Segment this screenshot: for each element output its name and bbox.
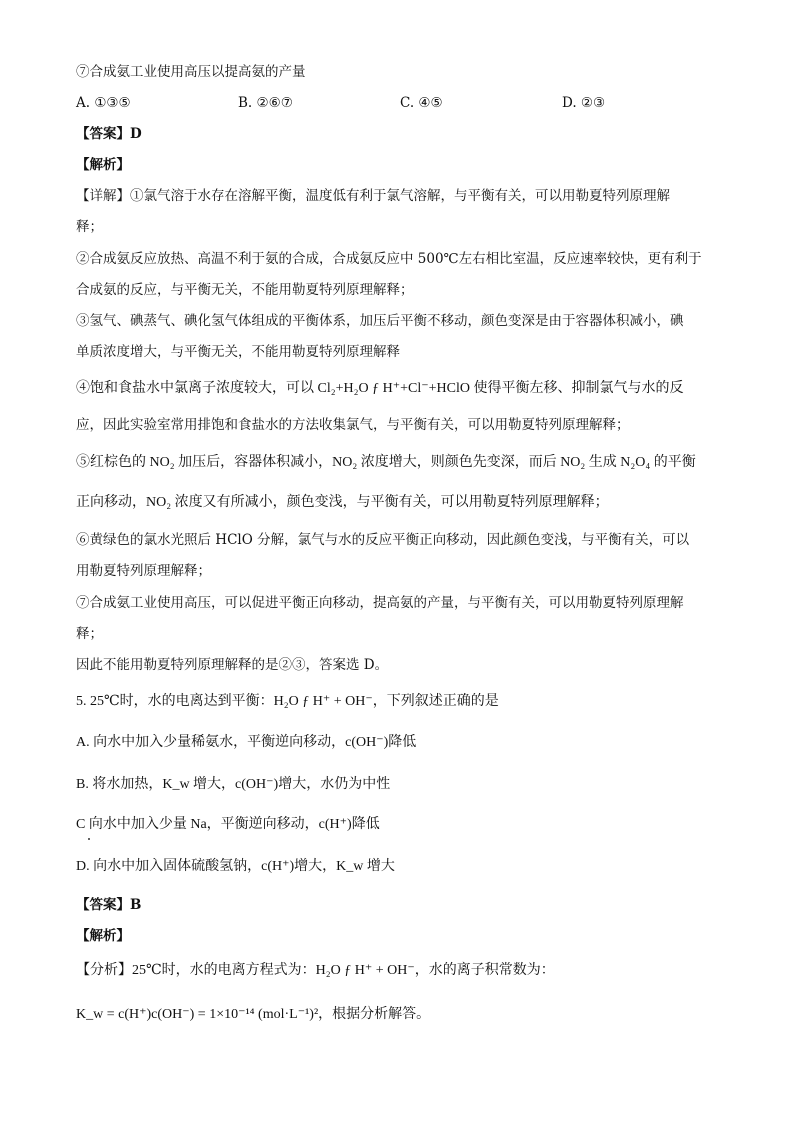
analysis-label: 【解析】 — [76, 928, 130, 944]
question-5-option-a: A. 向水中加入少量稀氨水，平衡逆向移动，c(OH⁻)降低 — [76, 735, 417, 750]
option-a: A. ①③⑤ — [76, 95, 131, 111]
analysis-line: 【分析】25℃时，水的电离方程式为：H₂O ƒ H⁺ + OH⁻，水的离子积常数为： — [76, 963, 555, 978]
explanation-line: ④饱和食盐水中氯离子浓度较大，可以 Cl₂+H₂O ƒ H⁺+Cl⁻+HClO 使得平衡左移、抑制氯气与水的反 — [76, 381, 684, 396]
question-5-option-b: B. 将水加热，K_w 增大，c(OH⁻)增大，水仍为中性 — [76, 777, 391, 792]
explanation-line: 释； — [76, 219, 103, 235]
answer-label: 【答案】D — [76, 126, 142, 142]
explanation-line: 合成氨的反应，与平衡无关，不能用勒夏特列原理解释； — [76, 282, 414, 298]
explanation-line: 用勒夏特列原理解释； — [76, 563, 211, 579]
explanation-line: 应，因此实验室常用排饱和食盐水的方法收集氯气，与平衡有关，可以用勒夏特列原理解释； — [76, 417, 630, 433]
option-c: C. ④⑤ — [400, 95, 443, 111]
explanation-line: ②合成氨反应放热、高温不利于氨的合成，合成氨反应中 500℃左右相比室温，反应速率较快，更有利于 — [76, 251, 702, 267]
conclusion-line: 因此不能用勒夏特列原理解释的是②③，答案选 D。 — [76, 657, 389, 673]
explanation-line: ⑦合成氨工业使用高压，可以促进平衡正向移动，提高氨的产量，与平衡有关，可以用勒夏特列原理解 — [76, 595, 684, 611]
option-d: D. ②③ — [562, 95, 606, 111]
question-5-option-d: D. 向水中加入固体硫酸氢钠，c(H⁺)增大，K_w 增大 — [76, 859, 395, 874]
explanation-line: ⑤红棕色的 NO₂ 加压后，容器体积减小，NO₂ 浓度增大，则颜色先变深，而后 NO₂ 生成 N₂O₄ 的平衡 — [76, 455, 696, 470]
explanation-line: 【详解】①氯气溶于水存在溶解平衡，温度低有利于氯气溶解，与平衡有关，可以用勒夏特列原理解 — [76, 188, 670, 204]
question-5-option-c: C 向水中加入少量 Na，平衡逆向移动，c(H⁺)降低 — [76, 817, 380, 832]
question-5-stem: 5. 25℃时，水的电离达到平衡：H₂O ƒ H⁺ + OH⁻，下列叙述正确的是 — [76, 694, 499, 709]
explanation-line: 单质浓度增大，与平衡无关，不能用勒夏特列原理解释 — [76, 344, 400, 360]
explanation-line: ⑥黄绿色的氯水光照后 HClO 分解，氯气与水的反应平衡正向移动，因此颜色变浅，与平衡有关，可以 — [76, 532, 690, 548]
stray-dot — [88, 838, 90, 840]
analysis-formula-line: K_w = c(H⁺)c(OH⁻) = 1×10⁻¹⁴ (mol·L⁻¹)²，根据分析解答。 — [76, 1007, 431, 1022]
option-b: B. ②⑥⑦ — [238, 95, 293, 111]
explanation-line: ③氢气、碘蒸气、碘化氢气体组成的平衡体系，加压后平衡不移动，颜色变深是由于容器体积减小，碘 — [76, 313, 684, 329]
answer-label: 【答案】B — [76, 897, 142, 913]
explanation-line: 释； — [76, 626, 103, 642]
analysis-label: 【解析】 — [76, 157, 130, 173]
explanation-line: 正向移动，NO₂ 浓度又有所减小，颜色变浅，与平衡有关，可以用勒夏特列原理解释； — [76, 495, 609, 510]
question-item-7: ⑦合成氨工业使用高压以提高氨的产量 — [76, 64, 306, 80]
